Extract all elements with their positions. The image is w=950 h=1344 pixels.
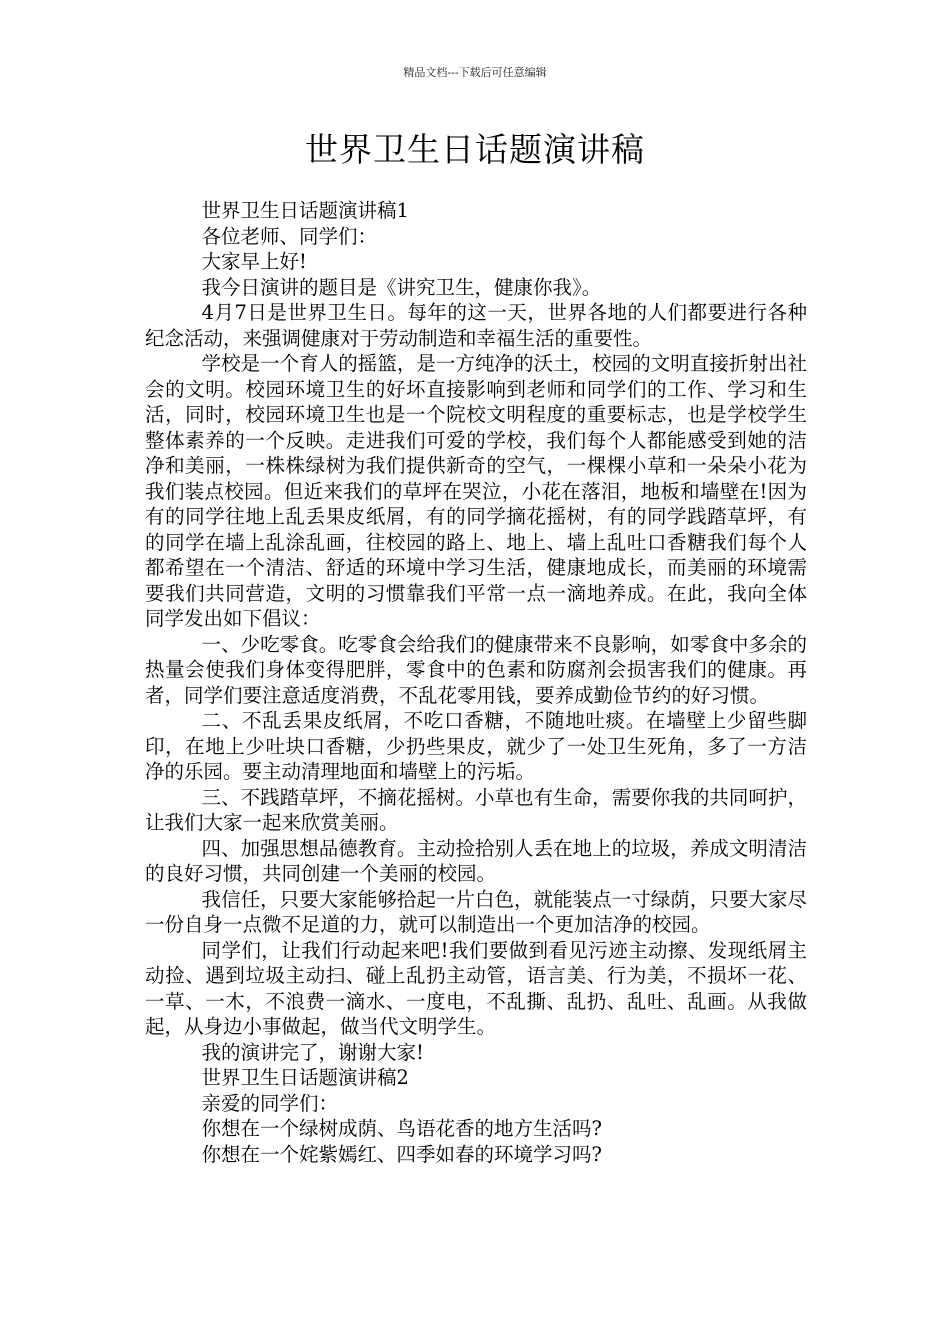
closing-line: 我的演讲完了，谢谢大家! <box>201 1040 424 1064</box>
proposal-2: 二、不乱丢果皮纸屑，不吃口香糖，不随地吐痰。在墙壁上少留些脚印，在地上少吐块口香糖，少扔些果皮，就少了一处卫生死角，多了一方洁净的乐园。要主动清理地面和墙壁上的污垢。 <box>145 709 807 783</box>
section-heading-1: 世界卫生日话题演讲稿1 <box>201 199 409 222</box>
document-title: 世界卫生日话题演讲稿 <box>305 130 645 169</box>
paragraph-school: 学校是一个育人的摇篮，是一方纯净的沃土，校园的文明直接折射出社会的文明。校园环境卫生的好坏直接影响到老师和同学们的工作、学习和生活，同时，校园环境卫生也是一个院校文明程度的重要标志，也是学校学生整体素养的一个反映。走进我们可爱的学校，我们每个人都能感受到她的洁净和美丽，一株株绿树为我们提供新奇的空气，一棵棵小草和一朵朵小花为我们装点校园。但近来我们的草坪在哭泣，小花在落泪，地板和墙壁在!因为有的同学往地上乱丢果皮纸屑，有的同学摘花摇树，有的同学践踏草坪，有的同学在墙上乱涂乱画，往校园的路上、地上、墙上乱吐口香糖我们每个人都希望在一个清洁、舒适的环境中学习生活，健康地成长，而美丽的环境需要我们共同营造，文明的习惯靠我们平常一点一滴地养成。在此，我向全体同学发出如下倡议： <box>145 352 807 630</box>
page-header-note: 精品文档---下载后可任意编辑 <box>403 66 547 79</box>
salutation-2: 亲爱的同学们： <box>201 1091 339 1115</box>
paragraph-intro: 4月7日是世界卫生日。每年的这一天，世界各地的人们都要进行各种纪念活动，来强调健康对于劳动制造和幸福生活的重要性。 <box>145 301 807 350</box>
proposal-3: 三、不践踏草坪，不摘花摇树。小草也有生命，需要你我的共同呵护，让我们大家一起来欣赏美丽。 <box>145 785 807 834</box>
paragraph-call-to-action: 同学们，让我们行动起来吧!我们要做到看见污迹主动擦、发现纸屑主动捡、遇到垃圾主动扫、碰上乱扔主动管，语言美、行为美，不损坏一花、一草、一木，不浪费一滴水、一度电，不乱撕、乱扔、乱吐、乱画。从我做起，从身边小事做起，做当代文明学生。 <box>145 938 807 1038</box>
salutation: 各位老师、同学们： <box>201 224 378 248</box>
speech-topic: 我今日演讲的题目是《讲究卫生，健康你我》。 <box>201 275 602 299</box>
document-body <box>145 198 807 1167</box>
section-heading-2: 世界卫生日话题演讲稿2 <box>201 1066 409 1089</box>
question-1: 你想在一个绿树成荫、鸟语花香的地方生活吗? <box>201 1117 603 1140</box>
question-2: 你想在一个姹紫嫣红、四季如春的环境学习吗? <box>201 1142 603 1166</box>
proposal-4: 四、加强思想品德教育。主动捡拾别人丢在地上的垃圾，养成文明清洁的良好习惯，共同创建一个美丽的校园。 <box>145 836 807 885</box>
greeting: 大家早上好! <box>201 250 307 273</box>
paragraph-belief: 我信任，只要大家能够拾起一片白色，就能装点一寸绿荫，只要大家尽一份自身一点微不足道的力，就可以制造出一个更加洁净的校园。 <box>145 887 807 936</box>
proposal-1: 一、少吃零食。吃零食会给我们的健康带来不良影响，如零食中多余的热量会使我们身体变得肥胖，零食中的色素和防腐剂会损害我们的健康。再者，同学们要注意适度消费，不乱花零用钱，要养成勤俭节约的好习惯。 <box>145 632 807 707</box>
